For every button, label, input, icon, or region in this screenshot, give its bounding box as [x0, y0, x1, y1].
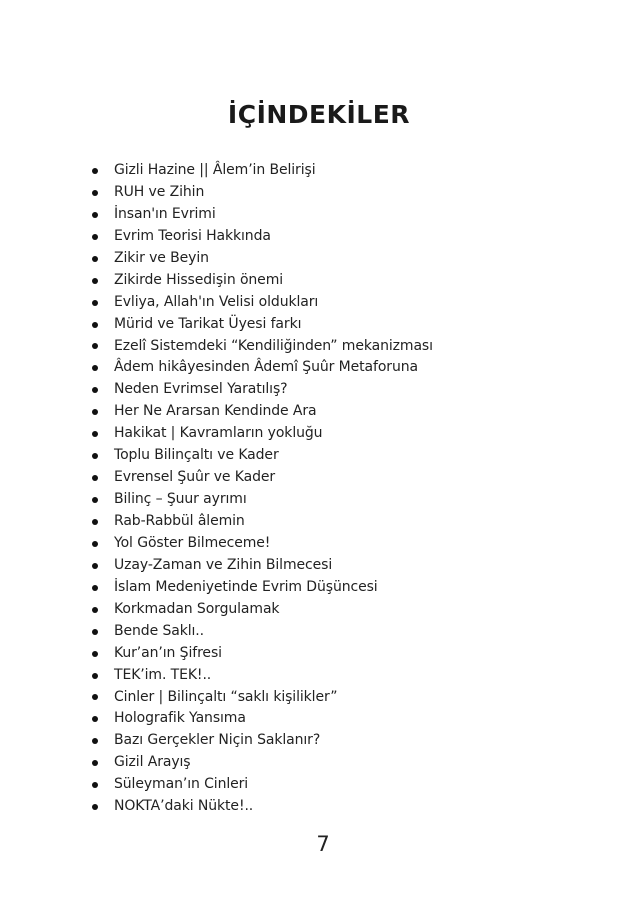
bullet-icon [92, 694, 98, 700]
bullet-icon [92, 431, 98, 437]
bullet-icon [92, 651, 98, 657]
list-item [92, 292, 572, 314]
list-item-label: Zikir ve Beyin [114, 249, 209, 266]
list-item [92, 665, 572, 687]
list-item-label: NOKTA’daki Nükte!.. [114, 798, 254, 815]
list-item [92, 730, 572, 752]
list-item-label: Uzay-Zaman ve Zihin Bilmecesi [114, 556, 333, 573]
bullet-icon [92, 804, 98, 810]
bullet-icon [92, 585, 98, 591]
bullet-icon [92, 629, 98, 635]
bullet-icon [92, 673, 98, 679]
list-item [92, 160, 572, 182]
list-item [92, 687, 572, 709]
list-item [92, 467, 572, 489]
bullet-icon [92, 234, 98, 240]
table-of-contents [92, 160, 572, 818]
list-item [92, 270, 572, 292]
bullet-icon [92, 497, 98, 503]
list-item-label: Gizil Arayış [114, 754, 191, 771]
list-item-label: Evliya, Allah'ın Velisi oldukları [114, 293, 319, 310]
list-item [92, 248, 572, 270]
list-item [92, 555, 572, 577]
bullet-icon [92, 168, 98, 174]
list-item-label: Bende Saklı.. [114, 622, 204, 639]
list-item-label: Evrensel Şuûr ve Kader [114, 469, 276, 486]
list-item [92, 577, 572, 599]
list-item-label: RUH ve Zihin [114, 183, 205, 200]
bullet-icon [92, 519, 98, 525]
bullet-icon [92, 343, 98, 349]
list-item [92, 379, 572, 401]
bullet-icon [92, 387, 98, 393]
bullet-icon [92, 738, 98, 744]
list-item [92, 643, 572, 665]
list-item-label: Süleyman’ın Cinleri [114, 776, 249, 793]
list-item-label: Neden Evrimsel Yaratılış? [114, 381, 288, 398]
bullet-icon [92, 409, 98, 415]
list-item [92, 423, 572, 445]
bullet-icon [92, 300, 98, 306]
list-item-label: Bilinç – Şuur ayrımı [114, 491, 247, 508]
list-item [92, 226, 572, 248]
list-item-label: Korkmadan Sorgulamak [114, 600, 280, 617]
list-item-label: TEK’im. TEK!.. [114, 666, 212, 683]
list-item-label: Yol Göster Bilmeceme! [114, 534, 271, 551]
list-item [92, 621, 572, 643]
bullet-icon [92, 563, 98, 569]
bullet-icon [92, 190, 98, 196]
bullet-icon [92, 256, 98, 262]
list-item [92, 357, 572, 379]
list-item [92, 533, 572, 555]
list-item [92, 708, 572, 730]
list-item [92, 774, 572, 796]
list-item-label: Gizli Hazine || Âlem’in Belirişi [114, 162, 316, 178]
list-item-label: Mürid ve Tarikat Üyesi farkı [114, 315, 302, 332]
list-item [92, 336, 572, 358]
list-item-label: İslam Medeniyetinde Evrim Düşüncesi [114, 578, 378, 595]
list-item [92, 796, 572, 818]
bullet-icon [92, 453, 98, 459]
list-item [92, 511, 572, 533]
bullet-icon [92, 212, 98, 218]
list-item [92, 314, 572, 336]
list-item [92, 752, 572, 774]
bullet-icon [92, 475, 98, 481]
list-item-label: Zikirde Hissedişin önemi [114, 271, 284, 288]
list-item [92, 599, 572, 621]
list-item-label: Rab-Rabbül âlemin [114, 513, 245, 529]
page-title: İÇİNDEKİLER [227, 100, 411, 129]
list-item-label: Toplu Bilinçaltı ve Kader [114, 447, 279, 464]
list-item-label: Kur’an’ın Şifresi [114, 644, 222, 661]
bullet-icon [92, 782, 98, 788]
list-item-label: Ezelî Sistemdeki “Kendiliğinden” mekanizması [114, 337, 433, 354]
list-item [92, 182, 572, 204]
list-item [92, 489, 572, 511]
list-item-label: Hakikat | Kavramların yokluğu [114, 425, 323, 442]
list-item-label: Holografik Yansıma [114, 710, 246, 727]
page-number: 7 [316, 832, 330, 856]
bullet-icon [92, 322, 98, 328]
bullet-icon [92, 365, 98, 371]
list-item-label: İnsan'ın Evrimi [114, 205, 216, 222]
bullet-icon [92, 541, 98, 547]
bullet-icon [92, 278, 98, 284]
list-item-label: Bazı Gerçekler Niçin Saklanır? [114, 732, 321, 749]
list-item [92, 204, 572, 226]
list-item-label: Cinler | Bilinçaltı “saklı kişilikler” [114, 688, 338, 705]
list-item [92, 401, 572, 423]
list-item [92, 445, 572, 467]
bullet-icon [92, 760, 98, 766]
list-item-label: Her Ne Ararsan Kendinde Ara [114, 403, 317, 420]
list-item-label: Evrim Teorisi Hakkında [114, 227, 271, 244]
bullet-icon [92, 607, 98, 613]
list-item-label: Âdem hikâyesinden Âdemî Şuûr Metaforuna [114, 359, 418, 376]
bullet-icon [92, 716, 98, 722]
